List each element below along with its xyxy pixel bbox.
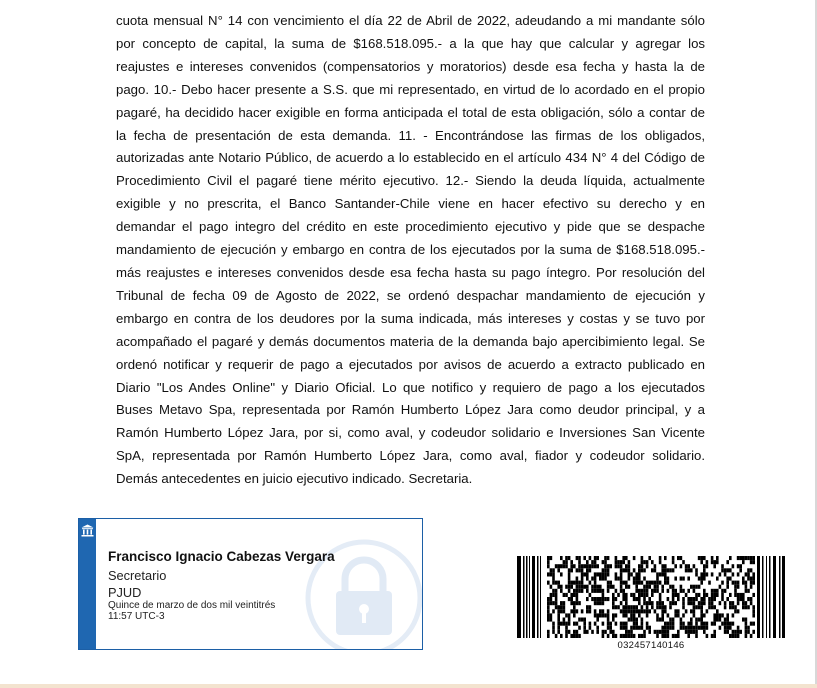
document-line: por concepto de capital, la suma de $168.518.095.- a la que hay que calcular y agregar los: [116, 35, 705, 51]
document-line: más reajustes e intereses convenidos desde esa fecha hasta su pago íntegro. Por resolución del: [116, 264, 705, 280]
signer-role: Secretario: [108, 568, 167, 583]
document-line: SpA, representada por Ramón Humberto López Jara, como aval, fiador y codeudor solidario.: [116, 448, 705, 464]
document-line: Tribunal de fecha 09 de Agosto de 2022, se ordenó despachar mandamiento de ejecución y: [116, 287, 705, 303]
page-bottom-edge: [0, 684, 817, 688]
document-line: Procedimiento Civil el pagaré tiene mérito ejecutivo. 12.- Siendo la deuda líquida, actualmente: [116, 173, 705, 189]
document-line: pago. 10.- Debo hacer presente a S.S. que mi representado, en virtud de lo acordado en el propio: [116, 81, 705, 97]
signature-date-text: Quince de marzo de dos mil veintitrés: [108, 600, 276, 611]
document-line: acompañado el pagaré y demás documentos materia de la demanda bajo apercibimiento legal. Se: [116, 333, 705, 349]
document-line: ordenó notificar y requerir de pago a ejecutados por avisos de acuerdo a extracto publicado en: [116, 356, 705, 372]
signature-accent-strip: [79, 519, 96, 649]
electronic-signature-block: [78, 518, 423, 650]
document-body: [116, 10, 705, 491]
document-line: demandar el pago integro del crédito en este procedimiento ejecutivo y pide que se despache: [116, 219, 705, 235]
signer-name: Francisco Ignacio Cabezas Vergara: [108, 549, 335, 564]
verification-barcode: [517, 556, 785, 638]
document-line: Buses Metavo Spa, representada por Ramón Humberto López Jara como deudor principal, y a: [116, 402, 705, 418]
document-line: embargo en contra de los deudores por la suma indicada, más intereses y costas y se tuvo por: [116, 310, 705, 326]
document-line: pagaré, ha decidido hacer exigible en forma anticipada el total de esta obligación, sólo a contar de: [116, 104, 705, 120]
document-line: cuota mensual N° 14 con vencimiento el día 22 de Abril de 2022, adeudando a mi mandante sólo: [116, 13, 705, 28]
signer-organization: PJUD: [108, 585, 142, 600]
document-line: la fecha de presentación de esta demanda. 11. - Encontrándose las firmas de los obligados,: [116, 127, 705, 143]
document-line: Demás antecedentes en juicio ejecutivo indicado. Secretaria.: [116, 471, 473, 487]
document-line: exigible y no prescrita, el Banco Santander-Chile viene en hacer efectivo su derecho y en: [116, 196, 705, 212]
courthouse-icon: [81, 524, 94, 537]
signature-date: [108, 601, 275, 622]
document-line: Ramón Humberto López Jara, por si, como aval, y codeudor solidario e Inversiones San Vicente: [116, 425, 705, 441]
barcode-number: 032457140146: [617, 640, 685, 651]
document-line: mandamiento de ejecución y embargo en contra de los ejecutados por la suma de $168.518.095.-: [116, 242, 705, 258]
document-line: Diario "Los Andes Online" y Diario Oficial. Lo que notifico y requiero de pago a los ejecutados: [116, 379, 705, 395]
document-line: reajustes e intereses convenidos (compensatorios y moratorios) desde esa fecha y hasta la de: [116, 58, 705, 74]
document-line: autorizadas ante Notario Público, de acuerdo a lo establecido en el artículo 434 N° 4 del Código de: [116, 150, 705, 166]
signature-time-text: 11:57 UTC-3: [108, 610, 165, 622]
